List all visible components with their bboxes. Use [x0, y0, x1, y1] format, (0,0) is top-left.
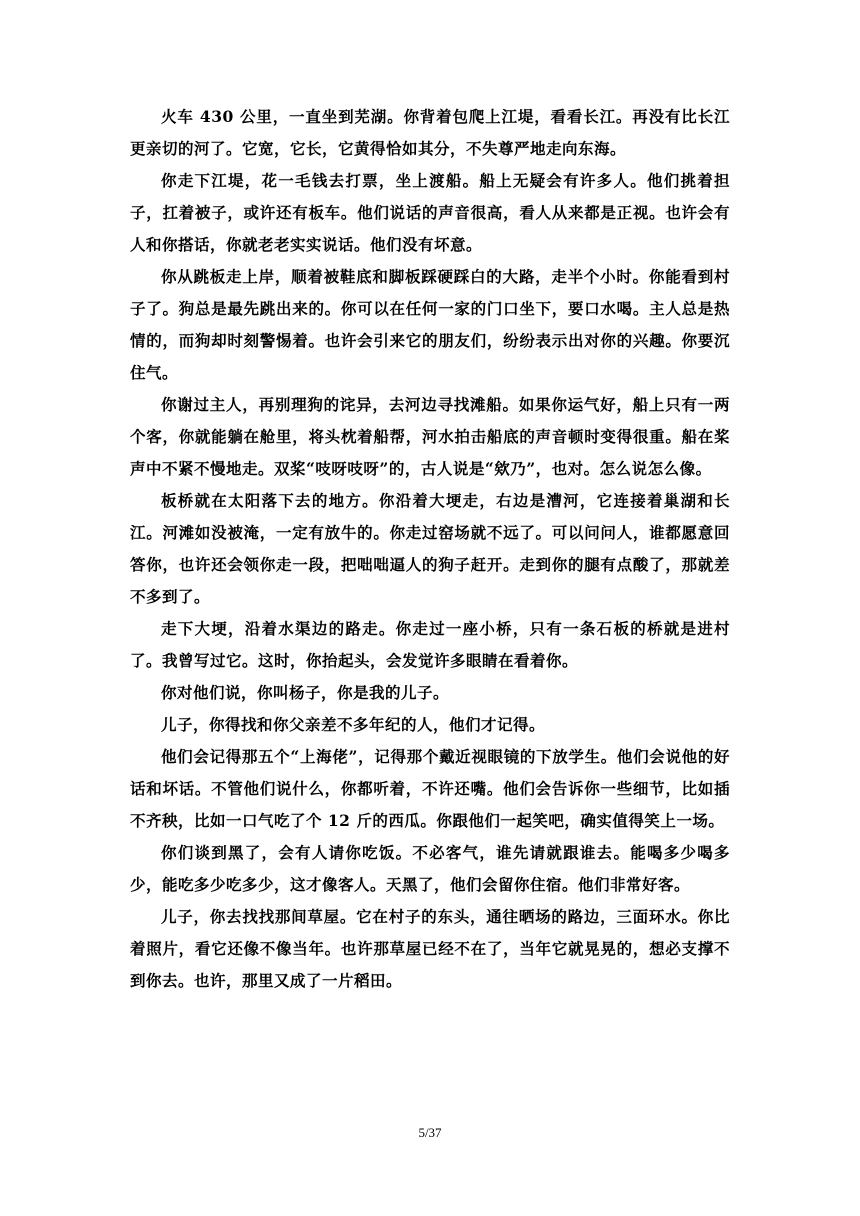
- paragraph: 儿子，你去找找那间草屋。它在村子的东头，通往晒场的路边，三面环水。你比着照片，看它还像不像当年。也许那草屋已经不在了，当年它就晃晃的，想必支撑不到你去。也许，那里又成了一片稻田。: [130, 907, 730, 990]
- paragraph: 儿子，你得找和你父亲差不多年纪的人，他们才记得。: [161, 715, 546, 734]
- paragraph: 你从跳板走上岸，顺着被鞋底和脚板踩硬踩白的大路，走半个小时。你能看到村子了。狗总是最先跳出来的。你可以在任何一家的门口坐下，要口水喝。主人总是热情的，而狗却时刻警惕着。也许会引来它的朋友们，纷纷表示出对你的兴趣。你要沉住气。: [130, 267, 730, 382]
- paragraph: 他们会记得那五个“上海佬”，记得那个戴近视眼镜的下放学生。他们会说他的好话和坏话。不管他们说什么，你都听着，不许还嘴。他们会告诉你一些细节，比如插不齐秧，比如一口气吃了个 12 斤的西瓜。你跟他们一起笑吧，确实值得笑上一场。: [130, 747, 730, 830]
- paragraph: 板桥就在太阳落下去的地方。你沿着大埂走，右边是漕河，它连接着巢湖和长江。河滩如没被淹，一定有放牛的。你走过窑场就不远了。可以问问人，谁都愿意回答你，也许还会领你走一段，把咄咄逼人的狗子赶开。走到你的腿有点酸了，那就差不多到了。: [130, 491, 730, 606]
- paragraph: 你谢过主人，再别理狗的诧异，去河边寻找滩船。如果你运气好，船上只有一两个客，你就能躺在舱里，将头枕着船帮，河水拍击船底的声音顿时变得很重。船在桨声中不紧不慢地走。双桨“吱呀吱呀”的，古人说是“欸乃”，也对。怎么说怎么像。: [130, 395, 730, 478]
- text-body: [130, 101, 730, 997]
- paragraph: 你们谈到黑了，会有人请你吃饭。不必客气，谁先请就跟谁去。能喝多少喝多少，能吃多少吃多少，这才像客人。天黑了，他们会留你住宿。他们非常好客。: [130, 843, 730, 894]
- page-number: 5/37: [418, 1125, 442, 1140]
- paragraph: 你走下江堤，花一毛钱去打票，坐上渡船。船上无疑会有许多人。他们挑着担子，扛着被子，或许还有板车。他们说话的声音很高，看人从来都是正视。也许会有人和你搭话，你就老老实实说话。他们没有坏意。: [130, 171, 730, 254]
- paragraph: 火车 430 公里，一直坐到芜湖。你背着包爬上江堤，看看长江。再没有比长江更亲切的河了。它宽，它长，它黄得恰如其分，不失尊严地走向东海。: [130, 107, 730, 158]
- paragraph: 走下大埂，沿着水渠边的路走。你走过一座小桥，只有一条石板的桥就是进村了。我曾写过它。这时，你抬起头，会发觉许多眼睛在看着你。: [130, 619, 730, 670]
- paragraph: 你对他们说，你叫杨子，你是我的儿子。: [161, 683, 450, 702]
